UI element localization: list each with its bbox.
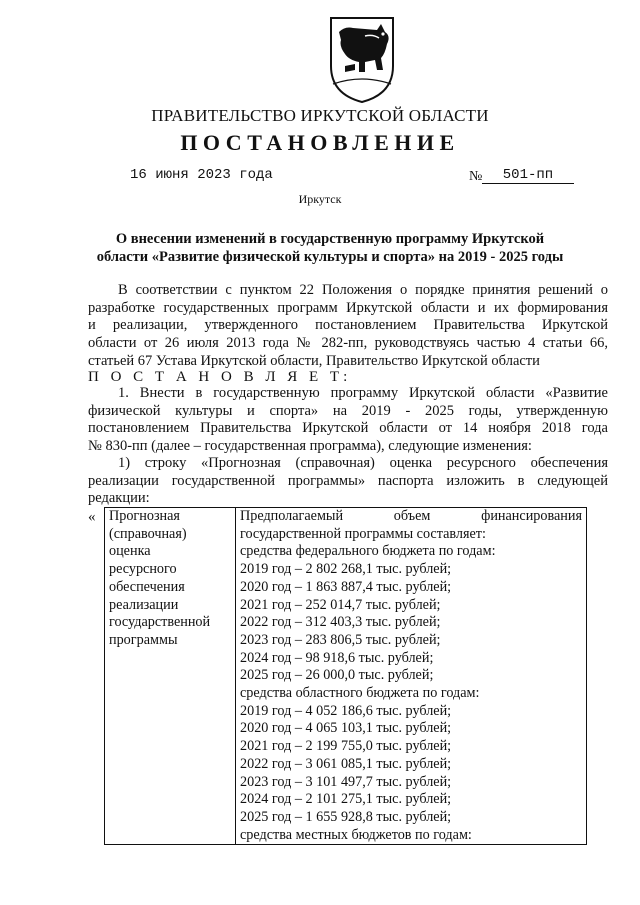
regional-year-line: 2021 год – 2 199 755,0 тыс. рублей; [240, 738, 452, 755]
heading-line: О внесении изменений в государственную программу Иркутской [115, 231, 545, 247]
document-number: 501-пп [482, 167, 574, 184]
text-line: В соответствии с пунктом 22 Положения о порядке принятия решений о [118, 282, 608, 298]
text-line: № 830-пп (далее – государственная программа), следующие изменения: [88, 438, 532, 455]
federal-budget-title: средства федерального бюджета по годам: [240, 543, 496, 560]
table-row [105, 508, 587, 845]
federal-year-line: 2022 год – 312 403,3 тыс. рублей; [240, 614, 441, 631]
heading-line: области «Развитие физической культуры и спорта» на 2019 - 2025 годы [96, 249, 564, 265]
label-line: обеспечения [109, 578, 185, 595]
federal-year-line: 2025 год – 26 000,0 тыс. рублей; [240, 667, 434, 684]
label-line: Прогнозная [109, 508, 180, 524]
label-line: ресурсного [109, 561, 177, 578]
number-sign: № [469, 169, 483, 184]
coat-of-arms-emblem [325, 14, 399, 104]
text-line: разработке государственных программ Иркутской области и их формирования [88, 299, 608, 316]
text-line: редакции: [88, 490, 150, 507]
regional-year-line: 2024 год – 2 101 275,1 тыс. рублей; [240, 791, 452, 808]
preamble-paragraph [88, 282, 608, 370]
row-label-cell [105, 508, 236, 845]
text-line: 1) строку «Прогнозная (справочная) оценка ресурсного обеспечения [118, 455, 608, 471]
text-line: физической культуры и спорта» на 2019 - 2025 годы, утвержденную [88, 402, 608, 419]
label-line: реализации [109, 596, 179, 613]
regional-year-line: 2023 год – 3 101 497,7 тыс. рублей; [240, 773, 452, 790]
regional-year-line: 2025 год – 1 655 928,8 тыс. рублей; [240, 808, 452, 825]
label-line: государственной [109, 614, 211, 631]
label-line: (справочная) [109, 525, 187, 542]
text-line: и реализации, утвержденного постановлением Правительства Иркутской [88, 317, 608, 334]
label-line: оценка [109, 543, 151, 560]
document-heading [80, 230, 580, 266]
text-line: Предполагаемый объем финансирования [240, 508, 582, 524]
passport-table [104, 507, 587, 845]
regional-budget-title: средства областного бюджета по годам: [240, 685, 480, 702]
label-line: программы [109, 631, 178, 648]
federal-year-line: 2019 год – 2 802 268,1 тыс. рублей; [240, 561, 452, 578]
regional-year-line: 2022 год – 3 061 085,1 тыс. рублей; [240, 755, 452, 772]
subitem-1-paragraph [88, 455, 608, 508]
federal-year-line: 2024 год – 98 918,6 тыс. рублей; [240, 649, 434, 666]
federal-year-line: 2023 год – 283 806,5 тыс. рублей; [240, 631, 441, 648]
text-line: государственной программы составляет: [240, 525, 486, 542]
funding-cell [236, 508, 587, 845]
federal-year-line: 2020 год – 1 863 887,4 тыс. рублей; [240, 578, 452, 595]
document-type-title: ПОСТАНОВЛЕНИЕ [180, 130, 460, 155]
text-line: области от 26 июля 2013 года № 282-пп, руководствуясь частью 4 статьи 66, [88, 335, 608, 352]
regional-year-line: 2020 год – 4 065 103,1 тыс. рублей; [240, 720, 452, 737]
document-date: 16 июня 2023 года [130, 167, 273, 183]
text-line: постановлением Правительства Иркутской области от 14 ноября 2018 года [88, 420, 608, 437]
regional-year-line: 2019 год – 4 052 186,6 тыс. рублей; [240, 702, 452, 719]
opening-quote-mark: « [88, 509, 96, 525]
federal-year-line: 2021 год – 252 014,7 тыс. рублей; [240, 596, 441, 613]
resolve-word: П О С Т А Н О В Л Я Е Т: [88, 369, 352, 385]
item-1-paragraph [88, 385, 608, 456]
text-line: реализации государственной программы» паспорта изложить в следующей [88, 472, 608, 489]
city-name: Иркутск [298, 192, 342, 206]
local-budget-title: средства местных бюджетов по годам: [240, 826, 472, 843]
text-line: статьей 67 Устава Иркутской области, Правительство Иркутской области [88, 352, 540, 369]
text-line: 1. Внести в государственную программу Иркутской области «Развитие [118, 385, 608, 401]
government-name: ПРАВИТЕЛЬСТВО ИРКУТСКОЙ ОБЛАСТИ [151, 106, 489, 125]
